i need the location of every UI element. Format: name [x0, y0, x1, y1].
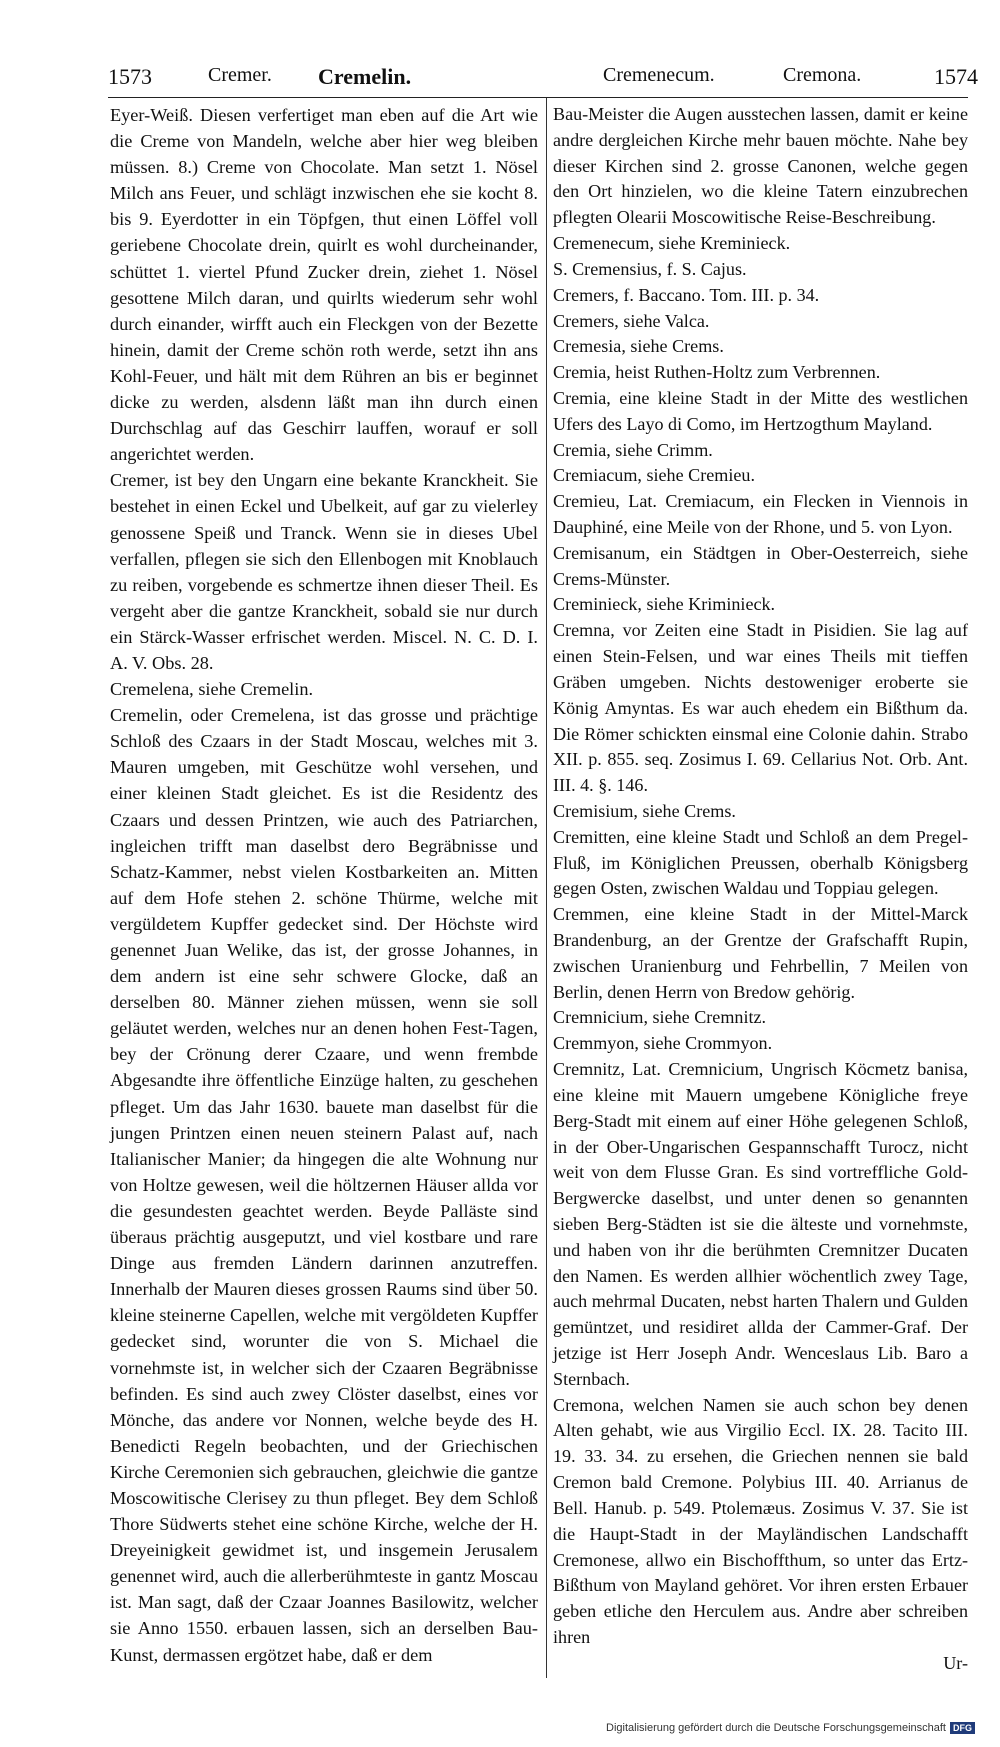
paragraph: Cremesia, siehe Crems. [553, 336, 724, 357]
paragraph: Creminieck, siehe Kriminieck. [553, 594, 776, 615]
catchword: Ur- [943, 1652, 968, 1673]
catchword-right-1: Cremenecum. [603, 64, 715, 86]
paragraph: Cremenecum, siehe Kreminieck. [553, 233, 791, 254]
catchword-left: Cremer. [208, 64, 272, 86]
paragraph: Cremnicium, siehe Cremnitz. [553, 1007, 767, 1028]
paragraph: Cremelena, siehe Cremelin. [110, 679, 314, 700]
paragraph: Cremia, siehe Crimm. [553, 439, 713, 460]
page-number-left: 1573 [108, 64, 152, 89]
column-divider [546, 98, 547, 1678]
paragraph: Cremers, f. Baccano. Tom. III. p. 34. [553, 284, 820, 305]
page-number-right: 1574 [934, 64, 978, 89]
catchword-center: Cremelin. [318, 64, 412, 89]
digitization-credit [606, 1722, 975, 1734]
paragraph: Cremmen, eine kleine Stadt in der Mittel-Marck Brandenburg, an der Grentze der Grafschafft Rupin, zwischen Uranienburg und Fehrbellin, 7 Meilen von Berlin, denen Herrn von Bredow gehörig. [553, 904, 968, 1002]
paragraph: Cremitten, eine kleine Stadt und Schloß an dem Pregel-Fluß, im Königlichen Preussen, oberhalb Königsberg gegen Osten, zwischen Waldau und Toppiau gelegen. [553, 826, 968, 899]
paragraph: Cremmyon, siehe Crommyon. [553, 1033, 773, 1054]
paragraph: Cremisanum, ein Städtgen in Ober-Oesterreich, siehe Crems-Münster. [553, 542, 968, 589]
header-rule [108, 97, 968, 98]
paragraph: Cremisium, siehe Crems. [553, 800, 736, 821]
paragraph: Cremers, siehe Valca. [553, 310, 710, 331]
paragraph: Cremelin, oder Cremelena, ist das grosse und prächtige Schloß des Czaars in der Stadt Moscau, welches mit 3. Mauren umgeben, mit Geschütze wohl versehen, und einer kleinen Stadt gleichet. Es ist die Residentz des Czaars und dessen Printzen, wie auch des Patriarchen, ingleichen trifft man daselbst dero Begräbnisse und Schatz-Kammer, nebst vielen Kostbarkeiten an. Mitten auf dem Hofe stehen 2. schöne Thürme, welche mit vergüldetem Kupffer gedecket sind. Der Höchste wird genennet Juan Welike, das ist, der grosse Johannes, in dem andern ist eine sehr schwere Glocke, daß an derselben 80. Männer ziehen müssen, wenn sie soll geläutet werden, welches nur an denen hohen Fest-Tagen, bey der Crönung derer Czaare, und wenn frembde Abgesandte ihre öffentliche Einzüge halten, zu geschehen pfleget. Um das Jahr 1630. bauete man daselbst für die jungen Printzen einen neuen steinern Palast auf, nach Italianischer Manier; da hingegen die alte Wohnung nur von Holtze gewesen, weil die höltzernen Häuser allda vor die gesundesten geachtet werden. Beyde Palläste sind überaus prächtig ausgeputzt, und viel kostbare und rare Dinge aus fremden Ländern darinnen anzutreffen. Innerhalb der Mauren dieses grossen Raums sind über 50. kleine steinerne Capellen, welche mit vergöldeten Kupffer gedecket sind, worunter die von S. Michael die vornehmste ist, in welcher sich der Czaaren Begräbnisse befinden. Es sind auch zwey Clöster daselbst, eines vor Mönche, das andere vor Nonnen, welche beyde des H. Benedicti Regeln beobachten, und der Griechischen Kirche Ceremonien sich gebrauchen, gleichwie die gantze Moscowitische Clerisey zu thun pfleget. Bey dem Schloß Thore Südwerts stehet eine schöne Kirche, welche der H. Dreyeinigkeit gewidmet ist, und insgemein Jerusalem genennet wird, auch die allerberühmteste in gantz Moscau ist. Man sagt, daß der Czaar Joannes Basilowitz, welcher sie Anno 1550. erbauen lassen, sich an derselben Bau-Kunst, dermassen ergötzet habe, daß er dem [110, 705, 538, 1665]
paragraph: Cremona, welchen Namen sie auch schon bey denen Alten gehabt, wie aus Virgilio Eccl. IX. 28. Tacito III. 19. 33. 34. zu ersehen, die Griechen nennen sie bald Cremon bald Cremone. Polybius III. 40. Arrianus de Bell. Hanub. p. 549. Ptolemæus. Zosimus V. 37. Sie ist die Haupt-Stadt in der Mayländischen Landschafft Cremonese, allwo ein Bischoffthum, so unter das Ertz-Bißthum von Mayland gehöret. Vor ihren ersten Erbauer geben etliche den Herculem aus. Andre aber schreiben ihren [553, 1394, 968, 1647]
left-column [110, 102, 538, 1668]
right-column [553, 102, 968, 1677]
paragraph: Cremieu, Lat. Cremiacum, ein Flecken in Viennois in Dauphiné, eine Meile von der Rhone, und 5. von Lyon. [553, 491, 968, 537]
page-header [108, 64, 978, 100]
paragraph: Cremer, ist bey den Ungarn eine bekante Kranckheit. Sie bestehet in einen Eckel und Ubelkeit, auf gar zu vielerley genossene Speiß und Tranck. Wenn sie in dieses Ubel verfallen, pflegen sie sich den Ellenbogen mit Knoblauch zu reiben, vorgebende es schmertze ihnen dieser Theil. Es vergeht aber die gantze Kranckheit, sobald sie nur durch ein Stärck-Wasser erfrischet werden. Miscel. N. C. D. I. A. V. Obs. 28. [110, 470, 538, 673]
paragraph: Eyer-Weiß. Diesen verfertiget man eben auf die Art wie die Creme von Mandeln, welche aber hier weg bleiben müssen. 8.) Creme von Chocolate. Man setzt 1. Nösel Milch ans Feuer, und schlägt inzwischen ehe sie kocht 8. bis 9. Eyerdotter in ein Töpfgen, thut einen Löffel voll geriebene Chocolate drein, quirlt es wohl durcheinander, schüttet 1. viertel Pfund Zucker drein, ziehet 1. Nösel gesottene Milch daran, und quirlts wiederum sehr wohl durch einander, wirfft auch ein Fleckgen von der Bezette hinein, damit der Creme schön roth werde, setzt ihn ans Kohl-Feuer, und hält mit dem Rühren an bis er beginnet dicke zu werden, alsdenn läßt man ihn durch einen Durchschlag auf das Geschirr lauffen, worauf er soll angerichtet werden. [110, 105, 538, 465]
catchword-right-2: Cremona. [783, 64, 862, 86]
credit-text: Digitalisierung gefördert durch die Deutsche Forschungsgemeinschaft [606, 1722, 946, 1734]
dfg-logo: DFG [950, 1722, 975, 1734]
paragraph: S. Cremensius, f. S. Cajus. [553, 258, 747, 279]
paragraph: Cremia, eine kleine Stadt in der Mitte des westlichen Ufers des Layo di Como, im Hertzogthum Mayland. [553, 387, 968, 434]
paragraph: Bau-Meister die Augen ausstechen lassen, damit er keine andre dergleichen Kirche mehr bauen möchte. Nahe bey dieser Kirchen sind 2. grosse Canonen, welche gegen den Ort hinzielen, wo die kleine Tatern einzubrechen pflegten Olearii Moscowitische Reise-Beschreibung. [553, 104, 968, 228]
paragraph: Cremia, heist Ruthen-Holtz zum Verbrennen. [553, 362, 881, 383]
paragraph: Cremiacum, siehe Cremieu. [553, 465, 755, 486]
paragraph: Cremna, vor Zeiten eine Stadt in Pisidien. Sie lag auf einen Stein-Felsen, und war eines Theils mit tieffen Gräben umgeben. Nichts destoweniger eroberte sie König Amyntas. Es war auch ehedem ein Bißthum da. Die Römer schickten einsmal eine Colonie dahin. Strabo XII. p. 855. seq. Zosimus I. 69. Cellarius Not. Orb. Ant. III. 4. §. 146. [553, 620, 968, 796]
paragraph: Cremnitz, Lat. Cremnicium, Ungrisch Köcmetz banisa, eine kleine mit Mauern umgebene Königliche freye Berg-Stadt mit einem auf einer Höhe gelegenen Schloß, in der Ober-Ungarischen Gespannschafft Turocz, nicht weit von dem Flusse Gran. Es sind vortreffliche Gold-Bergwercke daselbst, und unter denen so genannten sieben Berg-Städten ist sie die älteste und vornehmste, und haben von ihr die berühmten Cremnitzer Ducaten den Namen. Es werden allhier wöchentlich zwey Tage, auch mehrmal Ducaten, nebst harten Thalern und Gulden gemüntzet, und residiret allda der Cammer-Graf. Der jetzige ist Herr Joseph Andr. Wenceslaus Lib. Baro a Sternbach. [553, 1059, 968, 1389]
